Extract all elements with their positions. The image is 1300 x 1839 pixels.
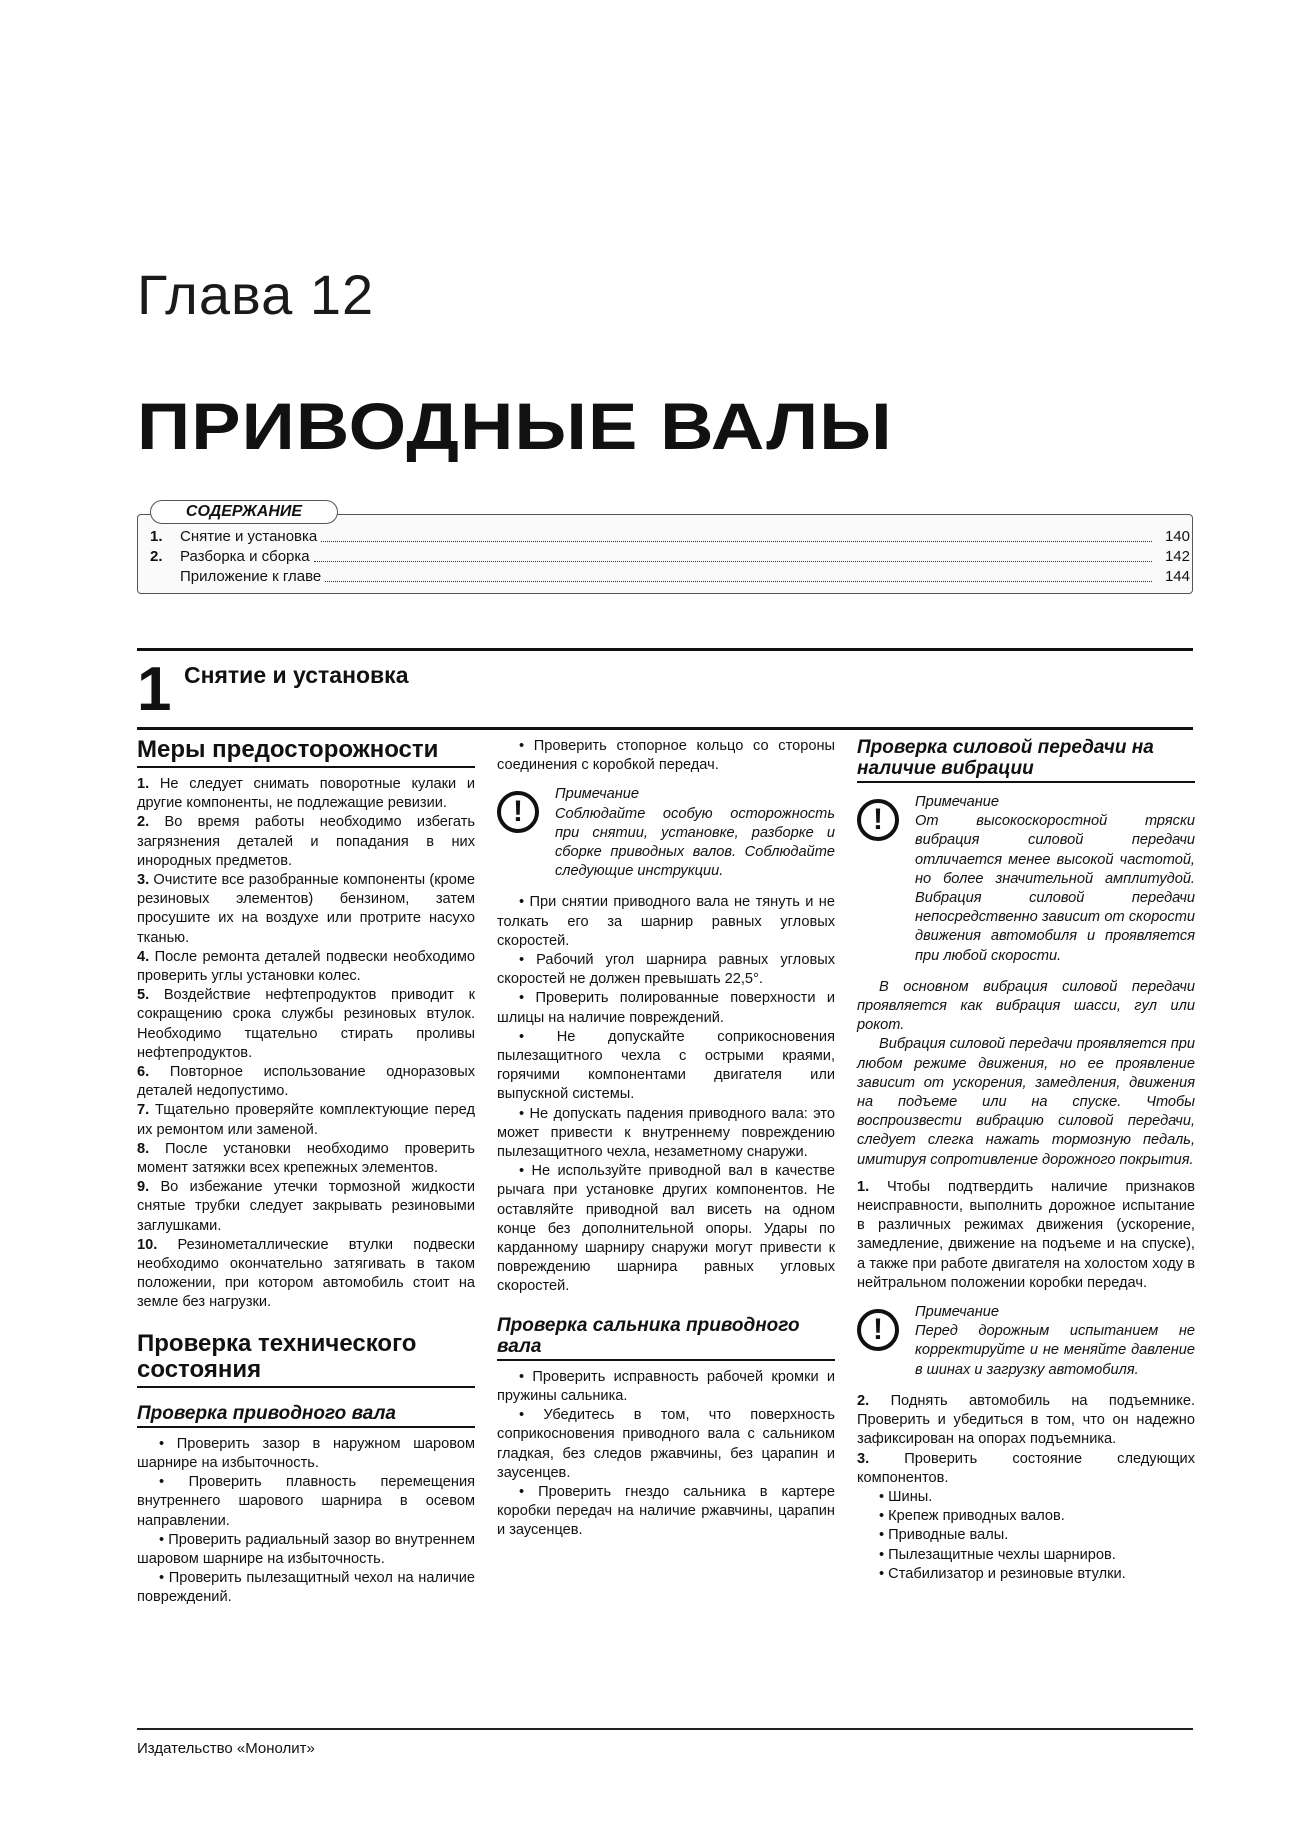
precaution-item — [137, 1140, 475, 1178]
heading-vibration-check: Проверка силовой передачи на наличие вибрации — [857, 737, 1195, 783]
item-num: 2. — [137, 814, 150, 831]
section-rule — [137, 648, 1193, 651]
component-item: • Крепеж приводных валов. — [879, 1508, 1065, 1525]
note-block — [857, 1303, 1195, 1380]
bullet-item: • Проверить полированные поверхности и шлицы на наличие повреждений. — [497, 990, 835, 1026]
precaution-item — [137, 1063, 475, 1101]
shaft-check-item: • Проверить зазор в наружном шаровом шарнире на избыточность. — [137, 1435, 475, 1471]
bullet-item: • Не допускайте соприкосновения пылезащитного чехла с острыми краями, горячими компонентами двигателя или выпускной системы. — [497, 1028, 835, 1103]
toc-row[interactable] — [150, 548, 1190, 566]
heading-seal-check: Проверка сальника приводного вала — [497, 1315, 835, 1361]
note-heading: Примечание — [555, 786, 640, 803]
toc-dots — [321, 528, 1152, 542]
component-item: • Приводные валы. — [879, 1527, 1009, 1544]
item-num: 5. — [137, 987, 150, 1004]
precaution-item — [137, 1101, 475, 1139]
step-text: Поднять автомобиль на подъемнике. Проверить и убедиться в том, что он надежно зафиксирован на опорах подъемника. — [857, 1392, 1195, 1448]
shaft-check-item: • Проверить плавность перемещения внутреннего шарового шарнира в осевом направлении. — [137, 1474, 475, 1529]
item-num: 3. — [137, 872, 150, 889]
toc-page: 144 — [1164, 568, 1190, 585]
item-text: Очистите все разобранные компоненты (кроме резиновых элементов) бензином, затем просушите их на воздухе или протрите насухо тканью. — [137, 872, 475, 946]
toc-row[interactable] — [150, 568, 1190, 586]
section-rule — [137, 727, 1193, 730]
section-title: Снятие и установка — [184, 662, 409, 688]
step-num: 2. — [857, 1392, 870, 1409]
heading-tech-check: Проверка технического состояния — [137, 1331, 475, 1388]
step-num: 3. — [857, 1450, 870, 1467]
toc-dots — [314, 548, 1152, 562]
toc-label: Разборка и сборка — [180, 548, 310, 565]
precaution-item — [137, 871, 475, 948]
toc-page: 142 — [1164, 548, 1190, 565]
chapter-title: ПРИВОДНЫЕ ВАЛЫ — [137, 389, 893, 463]
note-text: Соблюдайте особую осторожность при снятии, установке, разборке и сборке приводных валов. Соблюдайте следующие инструкции. — [555, 805, 835, 880]
column-3 — [857, 737, 1195, 1584]
item-text: Резинометаллические втулки подвески необходимо окончательно затягивать в таком положении, при котором автомобиль стоит на земле без нагрузки. — [137, 1236, 476, 1311]
note-text: Перед дорожным испытанием не корректируйте и не меняйте давление в шинах и загрузку автомобиля. — [915, 1323, 1195, 1378]
precaution-item — [137, 948, 475, 986]
note-heading: Примечание — [915, 1304, 1000, 1321]
item-num: 8. — [137, 1140, 150, 1157]
exclamation-icon: ! — [497, 791, 539, 833]
bullet-item: • Проверить стопорное кольцо со стороны соединения с коробкой передач. — [497, 738, 835, 774]
precaution-item — [137, 986, 475, 1063]
footer-rule — [137, 1728, 1193, 1730]
heading-shaft-check: Проверка приводного вала — [137, 1403, 475, 1428]
item-num: 7. — [137, 1102, 150, 1119]
section-number: 1 — [137, 655, 172, 724]
step-text: Проверить состояние следующих компонентов. — [857, 1450, 1195, 1486]
bullet-item: • При снятии приводного вала не тянуть и не толкать его за шарнир равных угловых скоростей. — [497, 894, 835, 949]
bullet-item: • Не используйте приводной вал в качестве рычага при установке других компонентов. Не оставляйте приводной вал висеть на одном конце без дополнительной опоры. Удары по карданному шарниру снаружи могут привести к повреждению шарнира равных угловых скоростей. — [497, 1163, 835, 1295]
step-num: 1. — [857, 1178, 870, 1195]
toc-num — [150, 568, 180, 586]
bullet-item: • Убедитесь в том, что поверхность соприкосновения приводного вала с сальником гладкая, без следов ржавчины, без царапин и заусенцев. — [497, 1407, 835, 1481]
bullet-item: • Рабочий угол шарнира равных угловых скоростей не должен превышать 22,5°. — [497, 952, 835, 988]
item-text: Не следует снимать поворотные кулаки и другие компоненты, не подлежащие ревизии. — [137, 776, 475, 812]
note-heading: Примечание — [915, 794, 1000, 810]
precaution-item — [137, 1178, 475, 1236]
item-text: После установки необходимо проверить момент затяжки всех крепежных элементов. — [137, 1140, 475, 1177]
toc-num: 1. — [150, 528, 163, 545]
chapter-label: Глава 12 — [137, 263, 375, 326]
publisher-footer: Издательство «Монолит» — [137, 1740, 315, 1757]
item-text: Повторное использование одноразовых деталей недопустимо. — [137, 1064, 475, 1100]
note-text: От высокоскоростной тряски вибрация силовой передачи отличается менее высокой частотой, но более значительной амплитудой. Вибрация силовой передачи непосредственно зависит от скорости движения автомобиля и проявляется при любой скорости. — [915, 813, 1195, 964]
item-num: 9. — [137, 1179, 150, 1196]
heading-precautions: Меры предосторожности — [137, 737, 475, 768]
item-text: Воздействие нефтепродуктов приводит к сокращению срока службы резиновых втулок. Необходимо тщательно стирать проливы нефтепродуктов. — [137, 987, 475, 1061]
step-item — [857, 1392, 1195, 1450]
toc-heading: СОДЕРЖАНИЕ — [150, 500, 338, 524]
shaft-check-item: • Проверить радиальный зазор во внутреннем шаровом шарнире на избыточность. — [137, 1531, 475, 1567]
item-num: 1. — [137, 776, 150, 792]
note-block — [857, 793, 1195, 966]
toc-row[interactable] — [150, 528, 1190, 546]
item-text: После ремонта деталей подвески необходимо проверить углы установки колес. — [137, 948, 476, 985]
note-text: Вибрация силовой передачи проявляется при любом режиме движения, но ее проявление зависит от ускорения, замедления, движения на подъеме или на спуске. Чтобы воспроизвести вибрацию силовой передачи, следует слегка нажать тормозную педаль, имитируя сопротивление дорожного покрытия. — [857, 1036, 1195, 1168]
item-num: 6. — [137, 1064, 150, 1081]
component-item: • Пылезащитные чехлы шарниров. — [879, 1546, 1116, 1563]
bullet-item: • Не допускать падения приводного вала: это может привести к внутреннему повреждению пылезащитного чехла, незаметному снаружи. — [497, 1105, 835, 1161]
step-text: Чтобы подтвердить наличие признаков неисправности, выполнить дорожное испытание в различных режимах движения (ускорение, замедление, движение на подъеме и на спуске), а также при работе двигателя на холостом ходу в нейтральном положении коробки передач. — [857, 1178, 1195, 1291]
step-item — [857, 1450, 1195, 1488]
exclamation-icon: ! — [857, 1309, 899, 1351]
precaution-item — [137, 813, 475, 871]
toc-num: 2. — [150, 548, 163, 565]
step-item — [857, 1178, 1195, 1293]
exclamation-icon: ! — [857, 799, 899, 841]
toc-page: 140 — [1164, 528, 1190, 545]
note-block — [497, 785, 835, 881]
shaft-check-item: • Проверить пылезащитный чехол на наличие повреждений. — [137, 1570, 475, 1606]
item-num: 4. — [137, 948, 150, 965]
note-text: В основном вибрация силовой передачи проявляется как вибрация шасси, гул или рокот. — [857, 978, 1195, 1034]
toc-label: Приложение к главе — [180, 568, 322, 585]
precaution-item — [137, 775, 475, 813]
toc-dots — [325, 568, 1152, 582]
component-item: • Стабилизатор и резиновые втулки. — [879, 1565, 1126, 1582]
item-num: 10. — [137, 1236, 158, 1253]
item-text: Тщательно проверяйте комплектующие перед их ремонтом или заменой. — [137, 1102, 475, 1138]
toc-label: Снятие и установка — [180, 528, 318, 545]
bullet-item: • Проверить гнездо сальника в картере коробки передач на наличие ржавчины, царапин и заусенцев. — [497, 1483, 835, 1539]
column-1 — [137, 737, 475, 1608]
precaution-item — [137, 1236, 475, 1313]
component-item: • Шины. — [879, 1488, 933, 1505]
item-text: Во время работы необходимо избегать загрязнения деталей и попадания в них инородных предметов. — [137, 814, 475, 869]
bullet-item: • Проверить исправность рабочей кромки и пружины сальника. — [497, 1368, 835, 1404]
column-2 — [497, 737, 835, 1541]
item-text: Во избежание утечки тормозной жидкости снятые трубки следует закрывать резиновыми заглушками. — [137, 1179, 475, 1234]
